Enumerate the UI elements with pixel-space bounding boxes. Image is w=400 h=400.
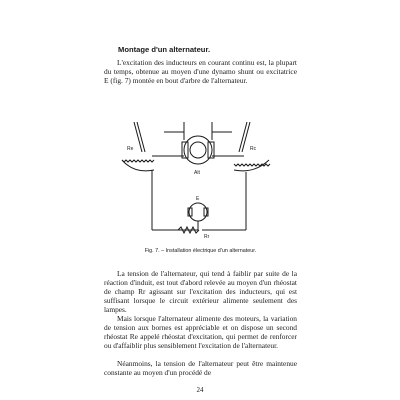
page-number: 24 bbox=[196, 386, 204, 394]
circuit-figure bbox=[104, 112, 297, 257]
paragraph-tension: La tension de l'alternateur, qui tend à faiblir par suite de la réaction d'induit, est tout d'abord relevée au moyen d'un rhéostat de champ Rr agissant sur l'excitation des inducteurs, qui est suffisant lorsque le circuit extérieur alimente seulement des lampes. bbox=[104, 269, 297, 314]
paragraph-moteurs: Mais lorsque l'alternateur alimente des moteurs, la variation de tension aux bornes est appréciable et on dispose un second rhéostat Re appelé rhéostat d'excitation, qui permet de renforcer ou d'affaiblir plus sensiblement l'excitation de l'alternateur. bbox=[104, 314, 297, 350]
label-exciter: E bbox=[196, 196, 200, 202]
paragraph-neanmoins: Néanmoins, la tension de l'alternateur peut être maintenue constante au moyen d'un procédé de bbox=[104, 359, 297, 377]
label-left-rheostat: Re bbox=[127, 146, 134, 152]
circuit-diagram bbox=[104, 112, 297, 257]
label-field-rheostat: Rr bbox=[204, 234, 210, 240]
section-heading: Montage d'un alternateur. bbox=[118, 45, 211, 54]
paragraph-intro: L'excitation des inducteurs en courant continu est, la plupart du temps, obtenue au moyen d'une dynamo shunt ou excitatrice E (fig. 7) montée en bout d'arbre de l'alternateur. bbox=[104, 58, 297, 85]
label-right-rheostat: Rc bbox=[250, 146, 257, 152]
label-alternator: Alt bbox=[194, 170, 200, 176]
figure-caption: Fig. 7. – Installation électrique d'un alternateur. bbox=[144, 248, 257, 254]
